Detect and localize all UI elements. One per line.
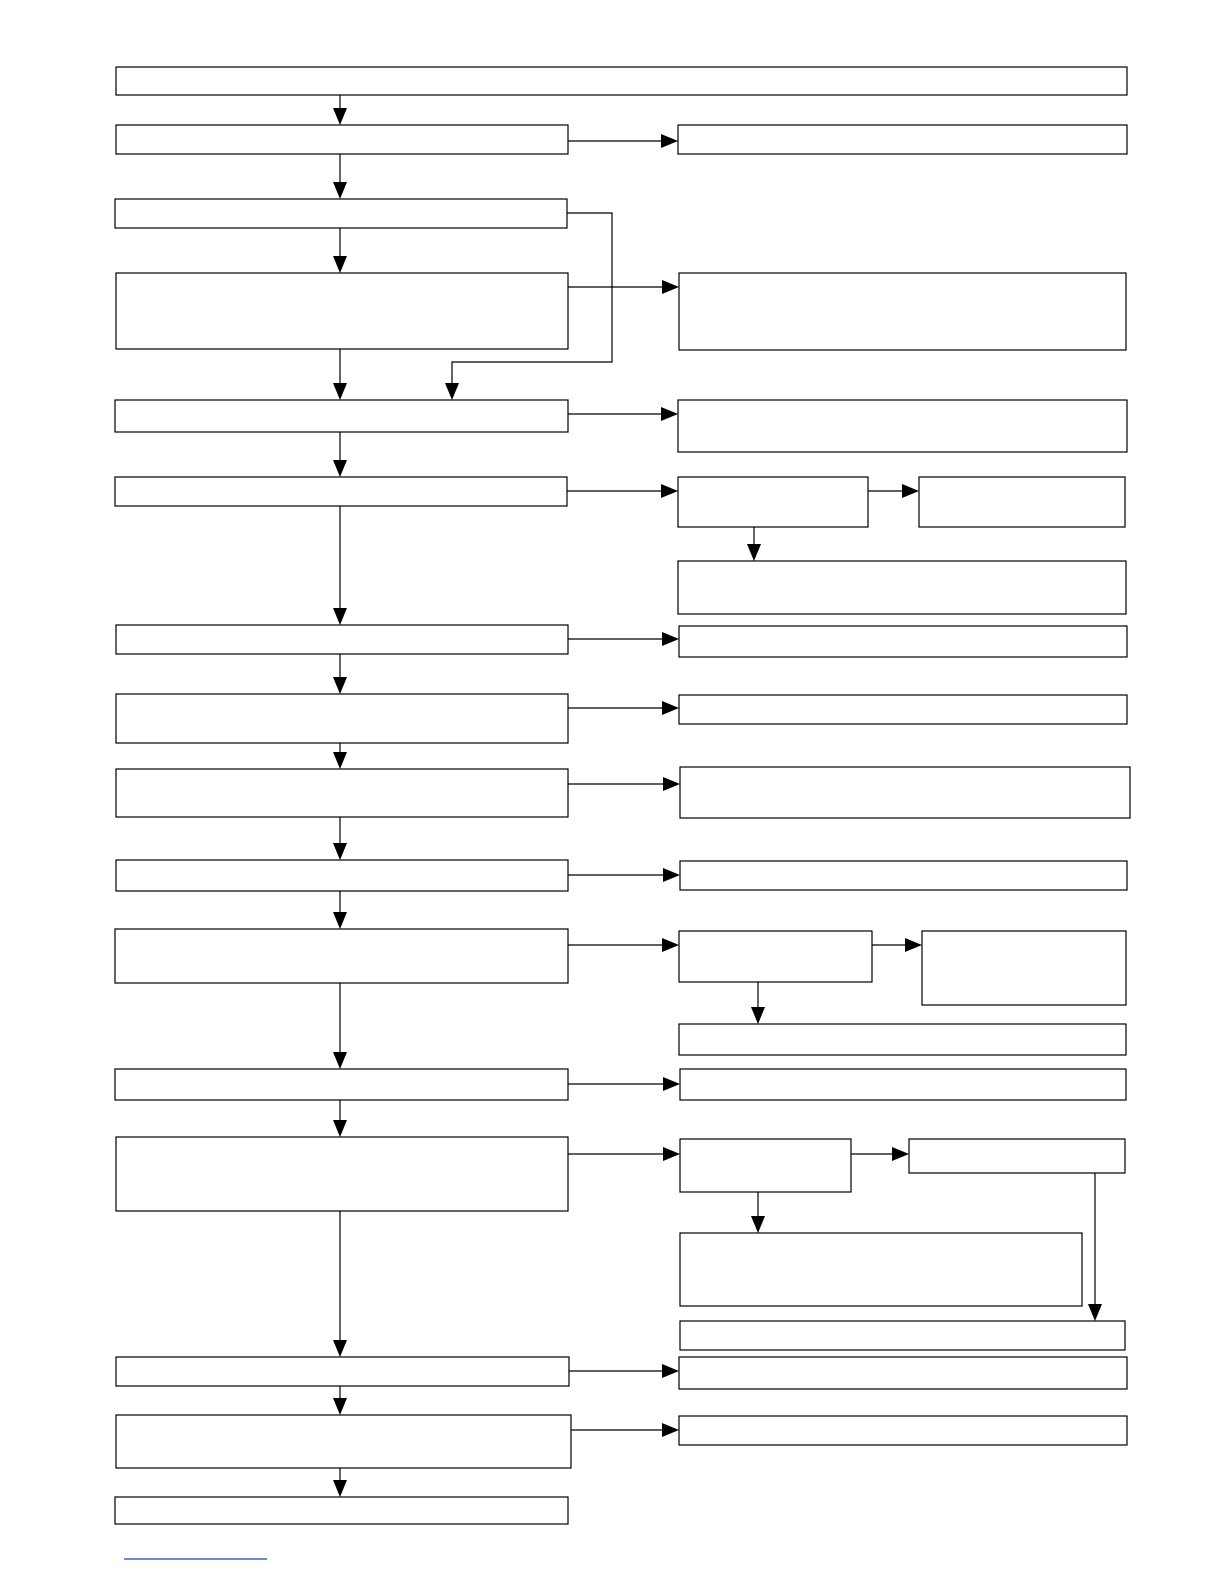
flow-arrow-3 bbox=[333, 228, 347, 273]
flow-box-12 bbox=[115, 1069, 568, 1100]
flow-arrow-2 bbox=[333, 154, 347, 199]
flow-arrow-16 bbox=[568, 134, 678, 148]
flow-arrow-31 bbox=[571, 1423, 679, 1437]
flow-arrow-26 bbox=[872, 938, 922, 952]
flow-arrow-24 bbox=[568, 868, 680, 882]
flow-box-26 bbox=[680, 861, 1127, 890]
flow-box-16 bbox=[115, 1497, 568, 1524]
flow-box-5 bbox=[115, 400, 568, 432]
flow-arrow-13 bbox=[333, 1211, 347, 1357]
flow-arrow-27 bbox=[568, 1077, 680, 1091]
flow-arrow-20 bbox=[868, 484, 919, 498]
flow-arrow-17 bbox=[568, 280, 679, 294]
flow-box-19 bbox=[678, 400, 1127, 452]
flow-arrow-12 bbox=[333, 1100, 347, 1137]
flow-box-13 bbox=[116, 1137, 568, 1211]
flow-box-15 bbox=[116, 1415, 571, 1468]
flow-arrow-6 bbox=[333, 506, 347, 625]
flow-arrow-10 bbox=[333, 891, 347, 929]
flow-box-31 bbox=[680, 1139, 851, 1192]
flow-box-23 bbox=[679, 626, 1127, 657]
flow-box-21 bbox=[919, 477, 1125, 527]
flow-arrow-14 bbox=[333, 1386, 347, 1415]
flow-arrow-23 bbox=[568, 777, 680, 791]
flow-arrow-19 bbox=[567, 484, 678, 498]
flow-box-24 bbox=[679, 695, 1127, 724]
flow-box-17 bbox=[678, 125, 1127, 154]
flow-box-36 bbox=[679, 1416, 1127, 1445]
flow-box-20 bbox=[678, 477, 868, 527]
flow-box-4 bbox=[116, 273, 568, 349]
flow-box-27 bbox=[679, 931, 872, 982]
flow-arrow-5 bbox=[333, 432, 347, 477]
flow-box-32 bbox=[909, 1139, 1125, 1173]
flow-arrow-32 bbox=[747, 527, 761, 561]
flow-arrow-29 bbox=[851, 1147, 909, 1161]
flow-box-28 bbox=[922, 931, 1126, 1005]
flow-box-7 bbox=[116, 625, 568, 654]
flow-box-25 bbox=[680, 767, 1130, 818]
flow-arrow-30 bbox=[569, 1364, 679, 1378]
flow-arrow-8 bbox=[333, 743, 347, 769]
flow-box-11 bbox=[115, 929, 568, 983]
flow-box-18 bbox=[679, 273, 1126, 350]
flow-arrow-7 bbox=[333, 654, 347, 694]
flow-box-6 bbox=[115, 477, 567, 506]
flow-arrow-22 bbox=[568, 701, 679, 715]
flow-box-35 bbox=[679, 1357, 1127, 1389]
flow-box-14 bbox=[116, 1357, 569, 1386]
flow-box-9 bbox=[116, 769, 568, 817]
flow-arrow-21 bbox=[568, 632, 679, 646]
flow-elbow-arrow-2 bbox=[1088, 1173, 1102, 1321]
flow-arrow-18 bbox=[568, 407, 678, 421]
flow-arrow-1 bbox=[333, 95, 347, 125]
flow-box-1 bbox=[116, 67, 1127, 95]
flow-arrow-25 bbox=[568, 938, 679, 952]
flow-box-30 bbox=[680, 1069, 1126, 1100]
flow-box-29 bbox=[679, 1024, 1126, 1055]
flow-arrow-33 bbox=[751, 982, 765, 1024]
flow-arrow-4 bbox=[333, 349, 347, 400]
flow-arrow-28 bbox=[568, 1147, 680, 1161]
flow-arrow-34 bbox=[751, 1192, 765, 1233]
flow-arrow-9 bbox=[333, 817, 347, 860]
flow-box-10 bbox=[116, 860, 568, 891]
flow-arrow-11 bbox=[333, 983, 347, 1069]
flow-box-33 bbox=[680, 1233, 1082, 1306]
flow-arrow-15 bbox=[333, 1468, 347, 1497]
flow-box-2 bbox=[116, 125, 568, 154]
flow-box-34 bbox=[680, 1321, 1125, 1350]
flow-box-3 bbox=[115, 199, 567, 228]
flow-box-22 bbox=[678, 561, 1126, 614]
flow-box-8 bbox=[116, 694, 568, 743]
